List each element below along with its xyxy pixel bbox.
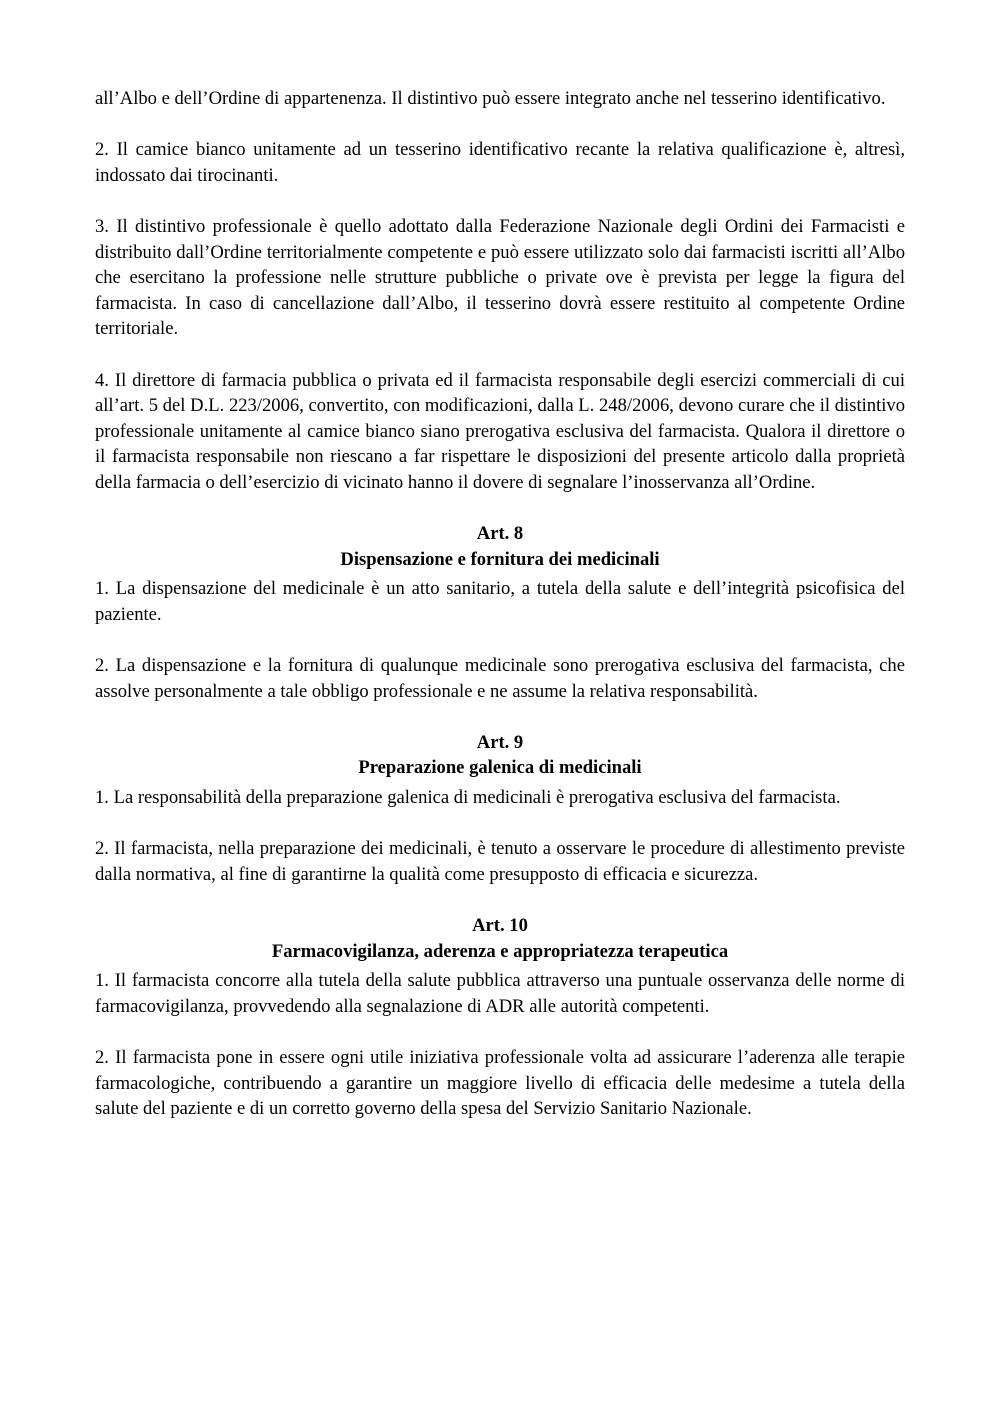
article-heading bbox=[95, 730, 905, 781]
paragraph: 1. La dispensazione del medicinale è un atto sanitario, a tutela della salute e dell’integrità psicofisica del paziente. bbox=[95, 578, 905, 625]
article-number: Art. 8 bbox=[476, 523, 524, 545]
article-heading bbox=[95, 913, 905, 964]
paragraph: all’Albo e dell’Ordine di appartenenza. Il distintivo può essere integrato anche nel tesserino identificativo. bbox=[95, 88, 886, 109]
paragraph: 4. Il direttore di farmacia pubblica o privata ed il farmacista responsabile degli esercizi commerciali di cui all’art. 5 del D.L. 223/2006, convertito, con modificazioni, dalla L. 248/2006, devono curare che il distintivo professionale unitamente al camice bianco siano prerogativa esclusiva del farmacista. Qualora il direttore o il farmacista responsabile non riescano a far rispettare le disposizioni del presente articolo dalla proprietà della farmacia o dell’esercizio di vicinato hanno il dovere di segnalare l’inosservanza all’Ordine. bbox=[95, 369, 905, 493]
article-title: Dispensazione e fornitura dei medicinali bbox=[340, 548, 660, 570]
paragraph: 2. Il farmacista, nella preparazione dei medicinali, è tenuto a osservare le procedure di allestimento previste dalla normativa, al fine di garantirne la qualità come presupposto di efficacia e sicurezza. bbox=[95, 838, 905, 885]
document-page bbox=[95, 86, 905, 1147]
article-title: Farmacovigilanza, aderenza e appropriatezza terapeutica bbox=[271, 940, 729, 962]
paragraph: 2. Il camice bianco unitamente ad un tesserino identificativo recante la relativa qualificazione è, altresì, indossato dai tirocinanti. bbox=[95, 139, 905, 186]
article-number: Art. 10 bbox=[472, 915, 528, 936]
paragraph: 1. Il farmacista concorre alla tutela della salute pubblica attraverso una puntuale osservanza delle norme di farmacovigilanza, provvedendo alla segnalazione di ADR alle autorità competenti. bbox=[95, 970, 905, 1017]
paragraph: 3. Il distintivo professionale è quello adottato dalla Federazione Nazionale degli Ordini dei Farmacisti e distribuito dall’Ordine territorialmente competente e può essere utilizzato solo dai farmacisti iscritti all’Albo che esercitano la professione nelle strutture pubbliche o private ove è prevista per legge la figura del farmacista. In caso di cancellazione dall’Albo, il tesserino dovrà essere restituito al competente Ordine territoriale. bbox=[95, 215, 905, 340]
paragraph: 1. La responsabilità della preparazione galenica di medicinali è prerogativa esclusiva del farmacista. bbox=[95, 787, 841, 809]
article-title: Preparazione galenica di medicinali bbox=[358, 757, 642, 779]
paragraph: 2. Il farmacista pone in essere ogni utile iniziativa professionale volta ad assicurare l’aderenza alle terapie farmacologiche, contribuendo a garantire un maggiore livello di efficacia delle medesime a tutela della salute del paziente e di un corretto governo della spesa del Servizio Sanitario Nazionale. bbox=[95, 1046, 905, 1120]
paragraph: 2. La dispensazione e la fornitura di qualunque medicinale sono prerogativa esclusiva del farmacista, che assolve personalmente a tale obbligo professionale e ne assume la relativa responsabilità. bbox=[95, 655, 905, 702]
article-heading bbox=[95, 521, 905, 572]
article-number: Art. 9 bbox=[476, 731, 524, 753]
